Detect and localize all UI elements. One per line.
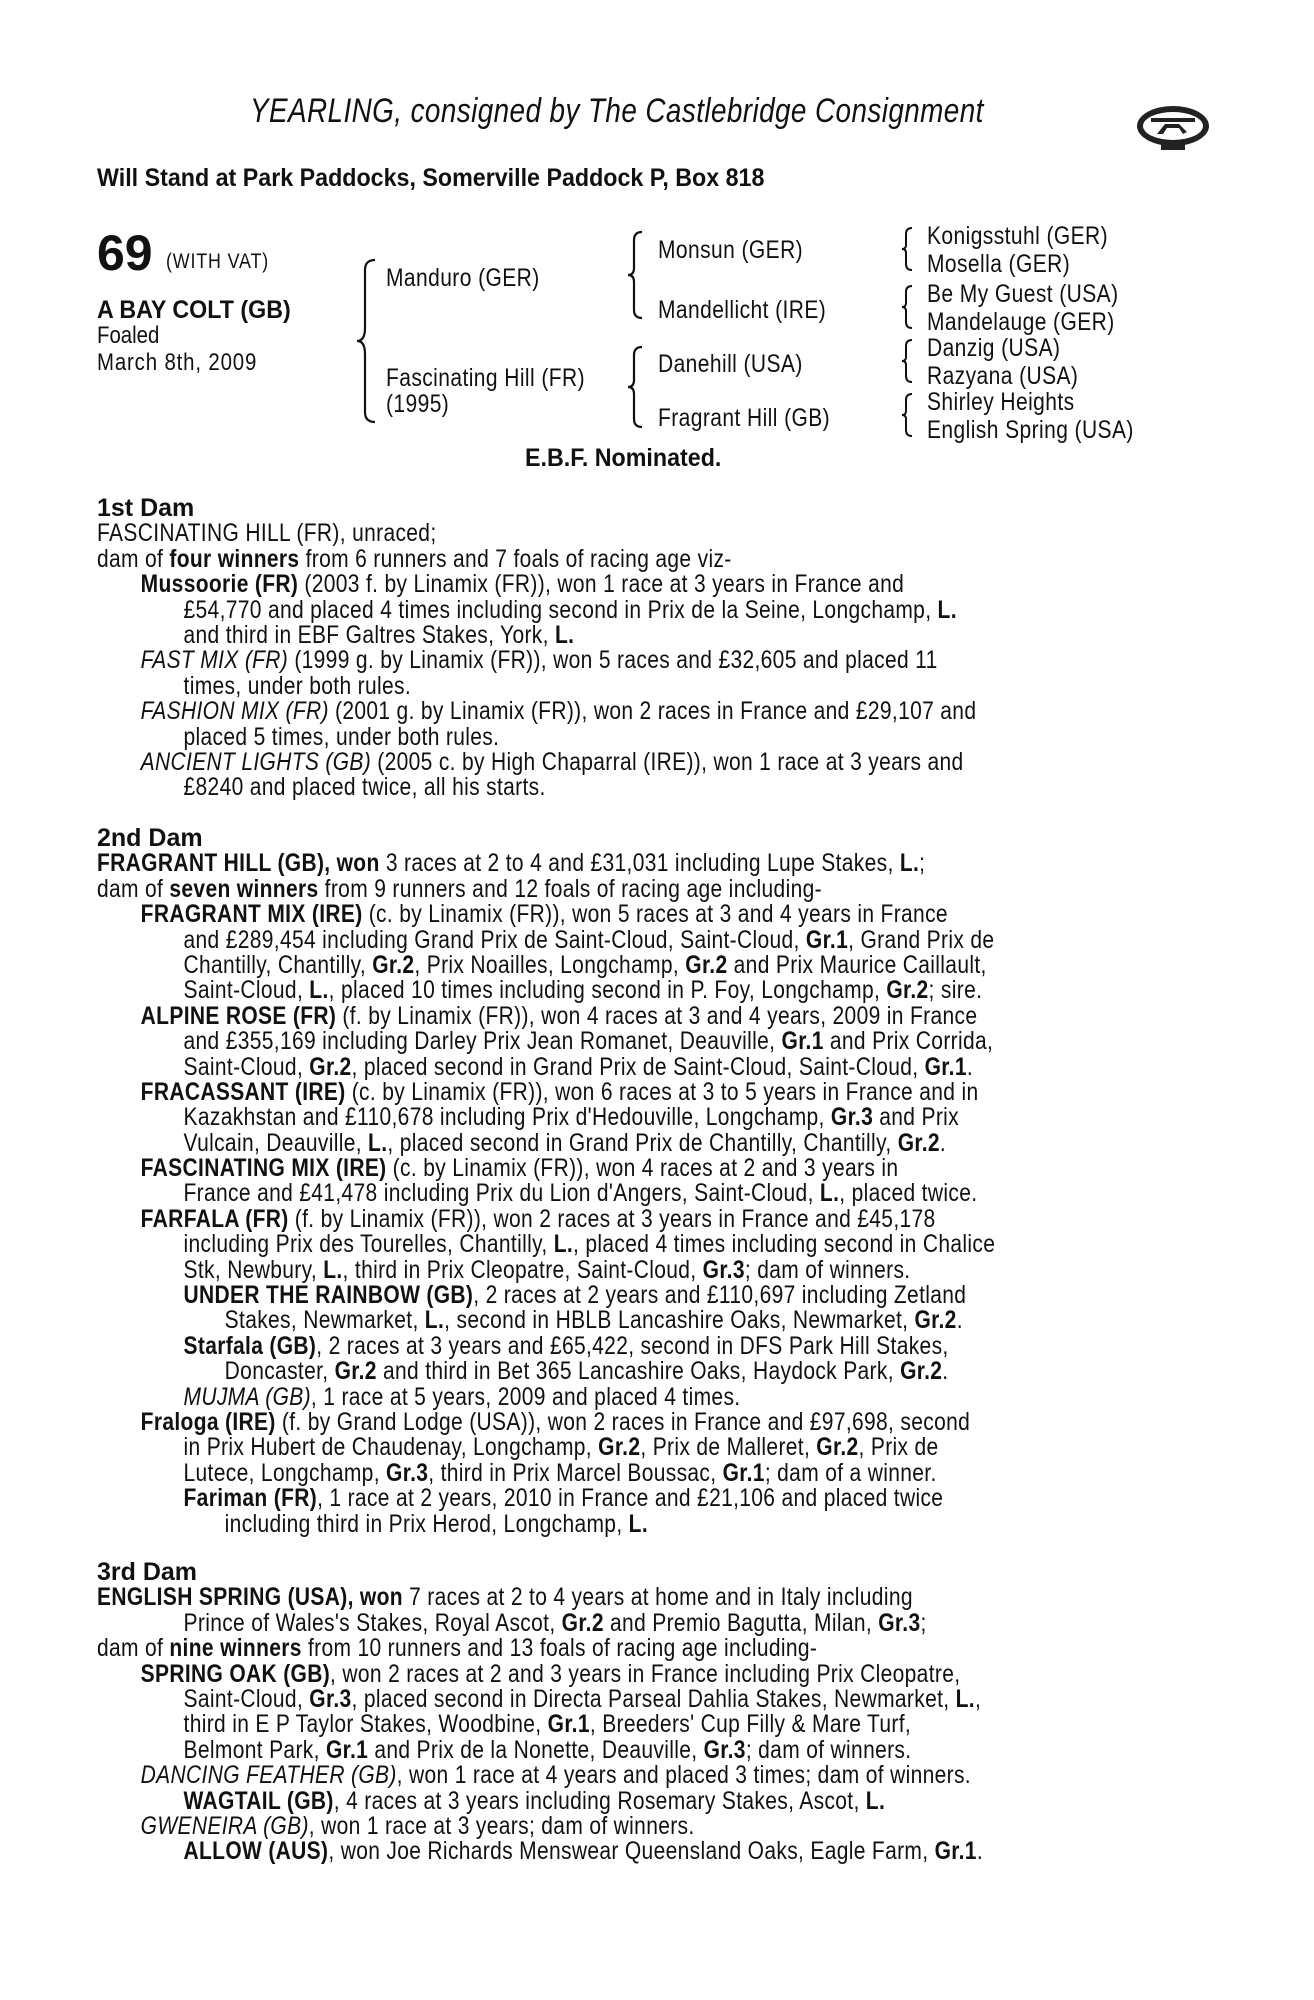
text: . bbox=[942, 1357, 949, 1386]
text: (1999 g. by Linamix (FR)), won 5 races and £32,605 and placed 11 bbox=[288, 646, 938, 675]
text: and Prix bbox=[873, 1103, 960, 1132]
bold-text: Gr.2 bbox=[914, 1306, 957, 1335]
catalogue-line bbox=[97, 1763, 1029, 1788]
bold-text: Gr.3 bbox=[386, 1458, 429, 1487]
catalogue-line bbox=[97, 775, 1029, 800]
text: , Prix de bbox=[858, 1433, 939, 1462]
pedigree-gen4-2: Mosella (GER) bbox=[927, 250, 1071, 278]
text: and £289,454 including Grand Prix de Saint-Cloud, Saint-Cloud, bbox=[183, 925, 806, 954]
catalogue-line bbox=[97, 874, 1029, 903]
catalogue-line bbox=[97, 620, 1029, 649]
bold-text: Gr.2 bbox=[334, 1357, 377, 1386]
bold-text: L. bbox=[554, 620, 575, 649]
third-dam-body bbox=[97, 1585, 1207, 1864]
text: (f. by Linamix (FR)), won 4 races at 3 and 4 years, 2009 in France bbox=[336, 1001, 978, 1030]
italic-text: MUJMA (GB) bbox=[183, 1382, 311, 1411]
text: dam of bbox=[97, 874, 170, 903]
bold-text: Gr.2 bbox=[309, 1052, 352, 1081]
bold-text: Gr.3 bbox=[703, 1735, 746, 1764]
catalogue-line bbox=[97, 1283, 1029, 1308]
bold-text: L. bbox=[899, 849, 920, 878]
text: Kazakhstan and £110,678 including Prix d'Hedouville, Longchamp, bbox=[183, 1103, 831, 1132]
text: , placed 4 times including second in Chalice bbox=[573, 1230, 996, 1259]
bold-text: Gr.2 bbox=[372, 950, 415, 979]
text: , placed twice. bbox=[839, 1179, 978, 1208]
text: ; dam of winners. bbox=[744, 1255, 911, 1284]
text: and third in EBF Galtres Stakes, York, bbox=[183, 620, 555, 649]
text: third in E P Taylor Stakes, Woodbine, bbox=[183, 1710, 548, 1739]
bold-text: Gr.2 bbox=[598, 1433, 641, 1462]
bold-text: Starfala (GB) bbox=[183, 1331, 317, 1360]
catalogue-line bbox=[97, 699, 1029, 724]
italic-text: DANCING FEATHER (GB) bbox=[140, 1761, 397, 1790]
bold-text: four winners bbox=[169, 544, 300, 573]
bold-text: Gr.3 bbox=[702, 1255, 745, 1284]
bold-text: Gr.1 bbox=[781, 1027, 824, 1056]
foaled-date: March 8th, 2009 bbox=[97, 349, 258, 376]
lot-number: 69 bbox=[97, 225, 153, 281]
text: , bbox=[974, 1684, 982, 1713]
catalogue-line bbox=[97, 1232, 1029, 1257]
text: , third in Prix Cleopatre, Saint-Cloud, bbox=[342, 1255, 703, 1284]
text: , 2 races at 3 years and £65,422, second in DFS Park Hill Stakes, bbox=[316, 1331, 949, 1360]
bold-text: Gr.1 bbox=[805, 925, 849, 954]
bold-text: Gr.3 bbox=[309, 1684, 352, 1713]
page-title: YEARLING, consigned by The Castlebridge Consignment bbox=[250, 92, 984, 130]
lot-vat: (WITH VAT) bbox=[166, 250, 270, 273]
text: , placed second in Directa Parseal Dahlia Stakes, Newmarket, bbox=[351, 1684, 956, 1713]
text: from 6 runners and 7 foals of racing age viz- bbox=[299, 544, 732, 573]
catalogue-line bbox=[97, 1509, 1029, 1538]
bold-text: Gr.1 bbox=[924, 1052, 967, 1081]
text: FASCINATING HILL (FR), unraced; bbox=[97, 519, 437, 548]
text: , third in Prix Marcel Boussac, bbox=[428, 1458, 723, 1487]
italic-text: FASHION MIX (FR) bbox=[140, 697, 329, 726]
bold-text: Gr.1 bbox=[547, 1710, 590, 1739]
pedigree-brace-g4-2 bbox=[900, 284, 914, 330]
catalogue-line bbox=[97, 1486, 1029, 1511]
bold-text: L. bbox=[368, 1128, 388, 1157]
catalogue-line bbox=[97, 1636, 1029, 1661]
second-dam-section bbox=[97, 826, 1207, 1537]
bold-text: FASCINATING MIX (IRE) bbox=[140, 1154, 387, 1183]
catalogue-line bbox=[97, 1156, 1029, 1181]
bold-text: ALPINE ROSE (FR) bbox=[140, 1001, 337, 1030]
italic-text: FAST MIX (FR) bbox=[140, 646, 289, 675]
pedigree-gen4-4: Mandelauge (GER) bbox=[927, 308, 1115, 336]
text: £54,770 and placed 4 times including second in Prix de la Seine, Longchamp, bbox=[183, 595, 938, 624]
text: and Prix Maurice Caillault, bbox=[727, 950, 987, 979]
text: (2005 c. by High Chaparral (IRE)), won 1 race at 3 years and bbox=[371, 747, 964, 776]
text: placed 5 times, under both rules. bbox=[183, 722, 500, 751]
text: , second in HBLB Lancashire Oaks, Newmarket, bbox=[444, 1306, 915, 1335]
text: . bbox=[966, 1052, 974, 1081]
pedigree-dam-year: (1995) bbox=[386, 390, 450, 418]
bold-text: Gr.1 bbox=[934, 1837, 977, 1866]
bold-text: FRACASSANT (IRE) bbox=[140, 1077, 346, 1106]
catalogue-line bbox=[97, 1458, 1029, 1487]
text: , won 2 races at 2 and 3 years in France including Prix Cleopatre, bbox=[330, 1659, 961, 1688]
catalogue-line bbox=[97, 1712, 1029, 1737]
text: and £355,169 including Darley Prix Jean Romanet, Deauville, bbox=[183, 1027, 782, 1056]
bold-text: Gr.2 bbox=[816, 1433, 859, 1462]
catalogue-line bbox=[97, 1105, 1029, 1130]
text: from 10 runners and 13 foals of racing age including- bbox=[301, 1634, 818, 1663]
catalogue-line bbox=[97, 572, 1029, 597]
pedigree-brace-g4-1 bbox=[900, 226, 914, 272]
bold-text: Gr.2 bbox=[685, 950, 728, 979]
catalogue-line bbox=[97, 1435, 1029, 1460]
text: France and £41,478 including Prix du Lion d'Angers, Saint-Cloud, bbox=[183, 1179, 820, 1208]
text: . bbox=[956, 1306, 963, 1335]
pedigree-gen3-1: Monsun (GER) bbox=[658, 236, 804, 264]
catalogue-line bbox=[97, 1382, 1029, 1411]
text: 3 races at 2 to 4 and £31,031 including Lupe Stakes, bbox=[379, 849, 900, 878]
italic-text: GWENEIRA (GB) bbox=[140, 1811, 309, 1840]
catalogue-line bbox=[97, 1786, 1029, 1815]
text: times, under both rules. bbox=[183, 671, 412, 700]
bold-text: L. bbox=[937, 595, 957, 624]
pedigree-gen4-7: Shirley Heights bbox=[927, 388, 1075, 416]
bold-text: L. bbox=[424, 1306, 445, 1335]
text: Belmont Park, bbox=[183, 1735, 326, 1764]
bold-text: L. bbox=[628, 1509, 649, 1538]
catalogue-line bbox=[97, 1659, 1029, 1688]
catalogue-line bbox=[97, 1181, 1029, 1206]
bold-text: Mussoorie (FR) bbox=[140, 570, 299, 599]
bold-text: ALLOW (AUS) bbox=[183, 1837, 329, 1866]
bold-text: ENGLISH SPRING (USA), won bbox=[97, 1583, 403, 1612]
text: , Prix Noailles, Longchamp, bbox=[414, 950, 686, 979]
text: Vulcain, Deauville, bbox=[183, 1128, 369, 1157]
bold-text: Fraloga (IRE) bbox=[140, 1408, 276, 1436]
catalogue-line bbox=[97, 1359, 1029, 1384]
text: dam of bbox=[97, 1634, 170, 1663]
bold-text: Gr.2 bbox=[897, 1128, 940, 1157]
text: , placed second in Grand Prix de Chantilly, Chantilly, bbox=[387, 1128, 898, 1157]
bold-text: Gr.3 bbox=[878, 1608, 921, 1637]
text: ; dam of winners. bbox=[745, 1735, 912, 1764]
text: Stk, Newbury, bbox=[183, 1255, 324, 1284]
catalogue-line bbox=[97, 902, 1029, 927]
text: Chantilly, Chantilly, bbox=[183, 950, 373, 979]
text: , won Joe Richards Menswear Queensland Oaks, Eagle Farm, bbox=[328, 1837, 935, 1866]
catalogue-line bbox=[97, 1204, 1029, 1233]
first-dam-heading: 1st Dam bbox=[97, 494, 195, 522]
text: (2001 g. by Linamix (FR)), won 2 races in France and £29,107 and bbox=[328, 697, 977, 726]
third-dam-heading: 3rd Dam bbox=[97, 1558, 198, 1586]
pedigree-brace-dam bbox=[626, 345, 644, 429]
text: £8240 and placed twice, all his starts. bbox=[183, 773, 546, 802]
bold-text: WAGTAIL (GB) bbox=[183, 1786, 334, 1815]
text: (c. by Linamix (FR)), won 4 races at 2 and 3 years in bbox=[386, 1154, 899, 1183]
first-dam-body bbox=[97, 521, 1207, 800]
bold-text: Fariman (FR) bbox=[183, 1484, 318, 1513]
text: ; sire. bbox=[928, 976, 983, 1005]
text: ; dam of a winner. bbox=[764, 1458, 937, 1487]
text: Lutece, Longchamp, bbox=[183, 1458, 387, 1487]
text: (c. by Linamix (FR)), won 6 races at 3 to 5 years in France and in bbox=[345, 1077, 979, 1106]
catalogue-line bbox=[97, 1684, 1029, 1713]
bold-text: Gr.1 bbox=[722, 1458, 765, 1487]
bold-text: Gr.1 bbox=[325, 1735, 369, 1764]
text: and Prix Corrida, bbox=[823, 1027, 994, 1056]
bold-text: L. bbox=[309, 976, 329, 1005]
text: (c. by Linamix (FR)), won 5 races at 3 and 4 years in France bbox=[362, 900, 948, 929]
catalogue-line bbox=[97, 925, 1029, 954]
catalogue-line bbox=[97, 950, 1029, 979]
bold-text: Gr.2 bbox=[900, 1357, 943, 1386]
text: , placed second in Grand Prix de Saint-Cloud, Saint-Cloud, bbox=[351, 1052, 925, 1081]
bold-text: Gr.3 bbox=[830, 1103, 874, 1132]
pedigree-gen3-4: Fragrant Hill (GB) bbox=[658, 404, 831, 432]
bold-text: L. bbox=[323, 1255, 343, 1284]
catalogue-line bbox=[97, 1811, 1029, 1840]
catalogue-line bbox=[97, 1077, 1029, 1106]
text: (2003 f. by Linamix (FR)), won 1 race at 3 years in France and bbox=[298, 570, 905, 599]
text: Saint-Cloud, bbox=[183, 1684, 310, 1713]
second-dam-heading: 2nd Dam bbox=[97, 824, 203, 852]
catalogue-line bbox=[97, 1255, 1029, 1284]
bold-text: UNDER THE RAINBOW (GB) bbox=[183, 1281, 474, 1310]
pedigree-gen4-8: English Spring (USA) bbox=[927, 416, 1134, 444]
bold-text: FRAGRANT HILL (GB), won bbox=[97, 849, 380, 878]
catalogue-line bbox=[97, 544, 1029, 573]
bold-text: seven winners bbox=[169, 874, 319, 903]
pedigree-gen4-3: Be My Guest (USA) bbox=[927, 280, 1119, 308]
yearling-bonus-badge-icon bbox=[1135, 100, 1211, 154]
catalogue-line bbox=[97, 1585, 1029, 1610]
bold-text: Gr.2 bbox=[886, 976, 929, 1005]
bold-text: FARFALA (FR) bbox=[140, 1204, 289, 1233]
text: . bbox=[976, 1837, 984, 1866]
pedigree-gen3-2: Mandellicht (IRE) bbox=[658, 296, 827, 324]
text: , Prix de Malleret, bbox=[640, 1433, 817, 1462]
pedigree-sire: Manduro (GER) bbox=[386, 264, 540, 292]
catalogue-line bbox=[97, 1029, 1029, 1054]
text: Prince of Wales's Stakes, Royal Ascot, bbox=[183, 1608, 562, 1637]
catalogue-line bbox=[97, 1308, 1029, 1333]
pedigree-brace-sire-dam bbox=[355, 258, 377, 424]
text: , won 1 race at 3 years; dam of winners. bbox=[308, 1811, 695, 1840]
text: 7 races at 2 to 4 years at home and in Italy including bbox=[402, 1583, 913, 1612]
pedigree-dam: Fascinating Hill (FR) bbox=[386, 364, 586, 392]
pedigree-brace-g4-3 bbox=[900, 338, 914, 384]
bold-text: L. bbox=[553, 1230, 574, 1259]
catalogue-line bbox=[97, 1735, 1029, 1764]
catalogue-line bbox=[97, 1410, 1029, 1435]
catalogue-line bbox=[97, 595, 1029, 624]
pedigree-brace-sire bbox=[626, 230, 644, 320]
catalogue-line bbox=[97, 1052, 1029, 1081]
text: Saint-Cloud, bbox=[183, 976, 310, 1005]
text: Stakes, Newmarket, bbox=[224, 1306, 425, 1335]
pedigree-gen4-6: Razyana (USA) bbox=[927, 362, 1079, 390]
catalogue-line bbox=[97, 1839, 1029, 1864]
pedigree-gen4-1: Konigsstuhl (GER) bbox=[927, 222, 1109, 250]
italic-text: ANCIENT LIGHTS (GB) bbox=[140, 747, 372, 776]
bold-text: L. bbox=[819, 1179, 840, 1208]
third-dam-section bbox=[97, 1560, 1207, 1865]
bold-text: SPRING OAK (GB) bbox=[140, 1659, 331, 1688]
stand-location: Will Stand at Park Paddocks, Somerville Paddock P, Box 818 bbox=[97, 164, 765, 192]
text: . bbox=[939, 1128, 947, 1157]
catalogue-line bbox=[97, 851, 1029, 876]
pedigree-gen4-5: Danzig (USA) bbox=[927, 334, 1061, 362]
bold-text: Gr.2 bbox=[561, 1608, 604, 1637]
bold-text: L. bbox=[955, 1684, 975, 1713]
catalogue-line bbox=[97, 1001, 1029, 1030]
text: , Breeders' Cup Filly & Mare Turf, bbox=[589, 1710, 912, 1739]
text: (f. by Grand Lodge (USA)), won 2 races in France and £97,698, second bbox=[275, 1408, 971, 1436]
text: , won 1 race at 4 years and placed 3 times; dam of winners. bbox=[396, 1761, 971, 1790]
text: Doncaster, bbox=[224, 1357, 335, 1386]
first-dam-section bbox=[97, 496, 1207, 801]
text: and third in Bet 365 Lancashire Oaks, Haydock Park, bbox=[376, 1357, 901, 1386]
text: , placed 10 times including second in P. Foy, Longchamp, bbox=[328, 976, 887, 1005]
text: ; bbox=[919, 849, 926, 878]
catalogue-line bbox=[97, 1331, 1029, 1360]
text: dam of bbox=[97, 544, 170, 573]
catalogue-line bbox=[97, 671, 1029, 700]
text: , 2 races at 2 years and £110,697 including Zetland bbox=[473, 1281, 967, 1310]
second-dam-body bbox=[97, 851, 1207, 1537]
catalogue-line bbox=[97, 648, 1029, 673]
catalogue-line bbox=[97, 1128, 1029, 1157]
text: Saint-Cloud, bbox=[183, 1052, 310, 1081]
text: including third in Prix Herod, Longchamp, bbox=[224, 1509, 629, 1538]
foaled-label: Foaled bbox=[97, 322, 160, 349]
catalogue-line bbox=[97, 1608, 1029, 1637]
text: , 1 race at 2 years, 2010 in France and £21,106 and placed twice bbox=[317, 1484, 944, 1513]
text: in Prix Hubert de Chaudenay, Longchamp, bbox=[183, 1433, 599, 1462]
pedigree-brace-g4-4 bbox=[900, 392, 914, 438]
ebf-nominated: E.B.F. Nominated. bbox=[525, 444, 722, 472]
catalogue-line bbox=[97, 747, 1029, 776]
bold-text: FRAGRANT MIX (IRE) bbox=[140, 900, 363, 929]
bold-text: L. bbox=[865, 1786, 886, 1815]
catalogue-line bbox=[97, 722, 1029, 751]
catalogue-line bbox=[97, 521, 1029, 546]
text: , 1 race at 5 years, 2009 and placed 4 times. bbox=[310, 1382, 741, 1411]
text: , 4 races at 3 years including Rosemary Stakes, Ascot, bbox=[333, 1786, 866, 1815]
text: ; bbox=[920, 1608, 927, 1637]
text: and Prix de la Nonette, Deauville, bbox=[368, 1735, 704, 1764]
text: from 9 runners and 12 foals of racing age including- bbox=[318, 874, 822, 903]
text: and Premio Bagutta, Milan, bbox=[603, 1608, 879, 1637]
pedigree-gen3-3: Danehill (USA) bbox=[658, 350, 803, 378]
lot-description: A BAY COLT (GB) bbox=[97, 296, 291, 324]
text: including Prix des Tourelles, Chantilly, bbox=[183, 1230, 554, 1259]
catalogue-line bbox=[97, 978, 1029, 1003]
text: (f. by Linamix (FR)), won 2 races at 3 years in France and £45,178 bbox=[288, 1204, 936, 1233]
bold-text: nine winners bbox=[169, 1634, 302, 1663]
text: , Grand Prix de bbox=[848, 925, 995, 954]
